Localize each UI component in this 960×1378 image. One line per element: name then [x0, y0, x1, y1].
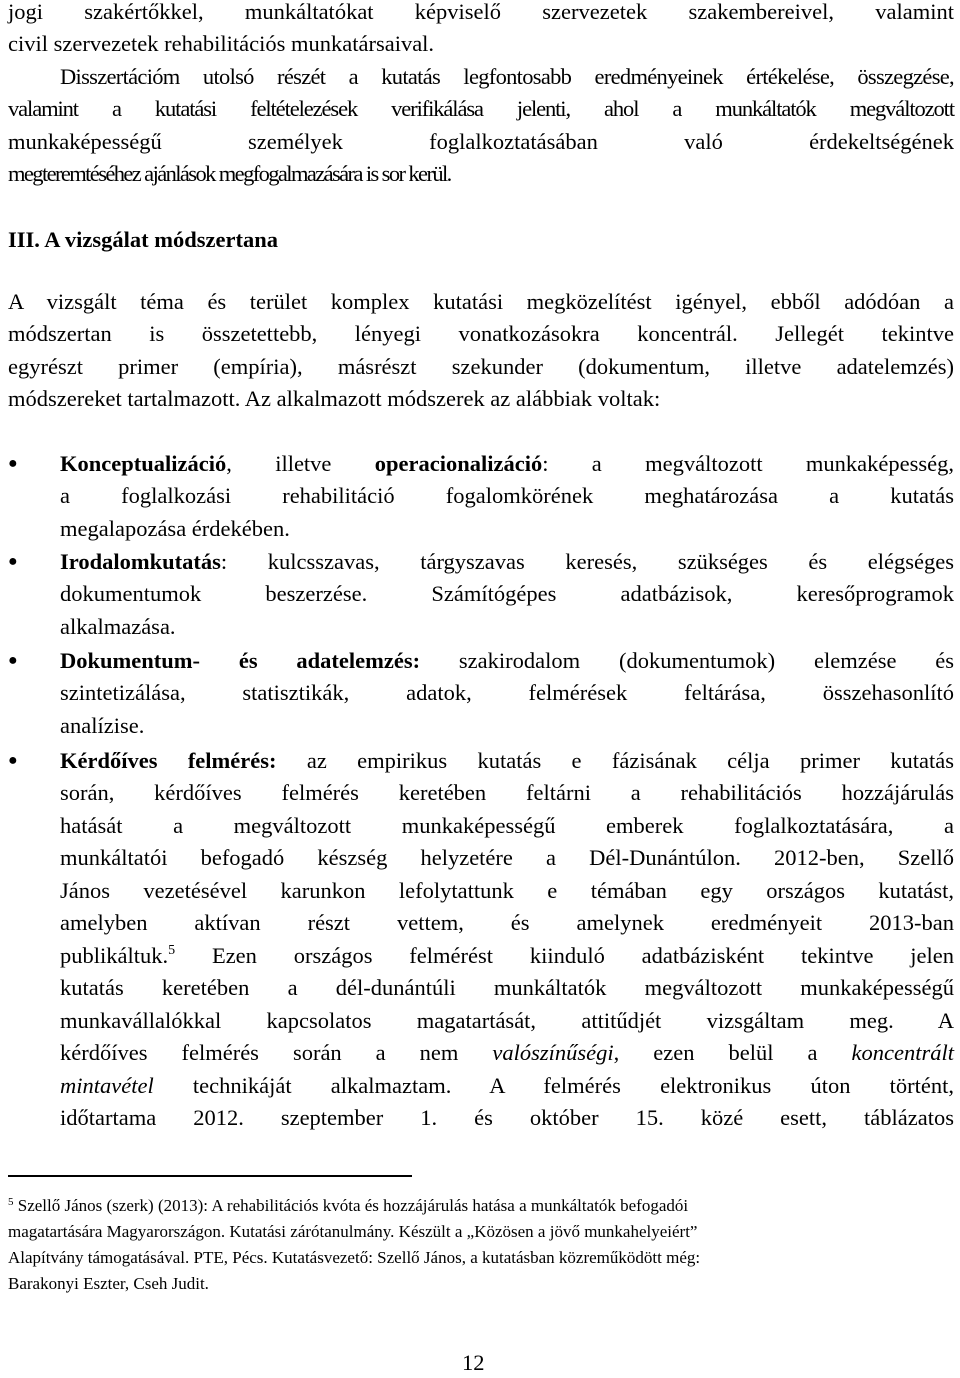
footnote-text-1: Szellő János (szerk) (2013): A rehabilitációs kvóta és hozzájárulás hatása a munkáltatók befogadói	[13, 1196, 689, 1215]
footnote-line-4: Barakonyi Eszter, Cseh Judit.	[8, 1274, 209, 1293]
intro-line-6: megteremtéséhez ajánlások megfogalmazására is sor kerül.	[8, 161, 451, 186]
bullet-4-line-1	[60, 745, 954, 777]
bullet-3-rest: szakirodalom (dokumentumok) elemzése és	[420, 648, 954, 673]
bullet-4-italic-2: koncentrált	[851, 1040, 954, 1065]
bullet-4-line-10b: , ezen belül a	[613, 1040, 852, 1065]
footnote-line-2: magatartására Magyarországon. Kutatási zárótanulmány. Készült a „Közösen a jövő munkahelyeiért”	[8, 1222, 698, 1241]
section-heading: III. A vizsgálat módszertana	[8, 227, 278, 252]
bullet-1-term-1: Konceptualizáció	[60, 451, 227, 476]
bullet-1-line-2: a foglalkozási rehabilitáció fogalomkörének meghatározása a kutatás	[60, 483, 954, 508]
section-line-3: egyrészt primer (empíria), másrészt szekunder (dokumentum, illetve adatelemzés)	[8, 354, 954, 379]
bullet-2-line-1	[60, 546, 954, 578]
bullet-4-line-10a: kérdőíves felmérés során a nem	[60, 1040, 493, 1065]
bullet-2-line-2: dokumentumok beszerzése. Számítógépes adatbázisok, keresőprogramok	[60, 581, 954, 606]
page-number: 12	[462, 1350, 485, 1375]
bullet-2-term: Irodalomkutatás	[60, 549, 221, 574]
bullet-3-line-1	[60, 645, 954, 677]
bullet-3-line-3: analízise.	[60, 713, 145, 738]
footnote-reference: 5	[168, 943, 176, 958]
bullet-4-italic-1: valószínűségi	[492, 1040, 614, 1065]
bullet-4-line-7	[60, 940, 954, 972]
bullet-4-line-12: időtartama 2012. szeptember 1. és október 15. közé esett, táblázatos	[60, 1105, 954, 1130]
bullet-4-line-6: amelyben aktívan részt vettem, és amelynek eredményeit 2013-ban	[60, 910, 954, 935]
bullet-4-line-7a: publikáltuk.	[60, 943, 169, 968]
bullet-4-line-4: munkáltatói befogadó készség helyzetére a Dél-Dunántúlon. 2012-ben, Szellő	[60, 845, 954, 870]
bullet-3-line-2: szintetizálása, statisztikák, adatok, felmérések feltárása, összehasonlító	[60, 680, 954, 705]
section-line-2: módszertan is összetettebb, lényegi vonatkozásokra koncentrál. Jellegét tekintve	[8, 321, 954, 346]
footnote-line-3: Alapítvány támogatásával. PTE, Pécs. Kutatásvezető: Szellő János, a kutatásban közreműködött még:	[8, 1248, 701, 1267]
footnote-divider	[8, 1175, 412, 1177]
intro-line-2: civil szervezetek rehabilitációs munkatársaival.	[8, 31, 435, 56]
bullet-4-line-8: kutatás keretében a dél-dunántúli munkáltatók megváltozott munkaképességű	[60, 975, 954, 1000]
bullet-4-line-7b: Ezen országos felmérést kiinduló adatbázisként tekintve jelen	[175, 943, 954, 968]
bullet-4-line-11	[60, 1070, 954, 1102]
bullet-dot: ●	[8, 553, 18, 570]
bullet-1-rest: : a megváltozott munkaképesség,	[542, 451, 954, 476]
bullet-4-term: Kérdőíves felmérés:	[60, 748, 277, 773]
intro-line-1: jogi szakértőkkel, munkáltatókat képviselő szervezetek szakembereivel, valamint	[8, 0, 954, 24]
bullet-2-line-3: alkalmazása.	[60, 614, 176, 639]
bullet-dot: ●	[8, 652, 18, 669]
bullet-4-line-10	[60, 1037, 954, 1069]
bullet-1-line-3: megalapozása érdekében.	[60, 516, 290, 541]
bullet-1-term-2: operacionalizáció	[374, 451, 543, 476]
bullet-4-italic-3: mintavétel	[60, 1073, 154, 1098]
section-line-4: módszereket tartalmazott. Az alkalmazott módszerek az alábbiak voltak:	[8, 386, 661, 411]
bullet-dot: ●	[8, 752, 18, 769]
bullet-dot: ●	[8, 455, 18, 472]
footnote-number: 5	[8, 1196, 14, 1208]
bullet-2-rest: : kulcsszavas, tárgyszavas keresés, szükséges és elégséges	[220, 549, 954, 574]
bullet-1-mid: , illetve	[226, 451, 375, 476]
bullet-4-rest: az empirikus kutatás e fázisának célja primer kutatás	[276, 748, 955, 773]
bullet-4-line-3: hatását a megváltozott munkaképességű emberek foglalkoztatására, a	[60, 813, 954, 838]
bullet-4-line-9: munkavállalókkal kapcsolatos magatartását, attitűdjét vizsgáltam meg. A	[60, 1008, 954, 1033]
intro-line-3: Disszertációm utolsó részét a kutatás legfontosabb eredményeinek értékelése, összegzése,	[60, 64, 954, 89]
intro-line-4: valamint a kutatási feltételezések verifikálása jelenti, ahol a munkáltatók megváltozott	[8, 96, 954, 121]
section-line-1: A vizsgált téma és terület komplex kutatási megközelítést igényel, ebből adódóan a	[8, 289, 954, 314]
bullet-4-line-2: során, kérdőíves felmérés keretében feltárni a rehabilitációs hozzájárulás	[60, 780, 954, 805]
bullet-4-line-5: János vezetésével karunkon lefolytattunk e témában egy országos kutatást,	[60, 878, 954, 903]
bullet-4-line-11b: technikáját alkalmaztam. A felmérés elektronikus úton történt,	[153, 1073, 954, 1098]
footnote-line-1	[8, 1194, 688, 1217]
intro-line-5: munkaképességű személyek foglalkoztatásában való érdekeltségének	[8, 129, 954, 154]
bullet-3-term: Dokumentum- és adatelemzés:	[60, 648, 421, 673]
bullet-1-line-1	[60, 448, 954, 480]
